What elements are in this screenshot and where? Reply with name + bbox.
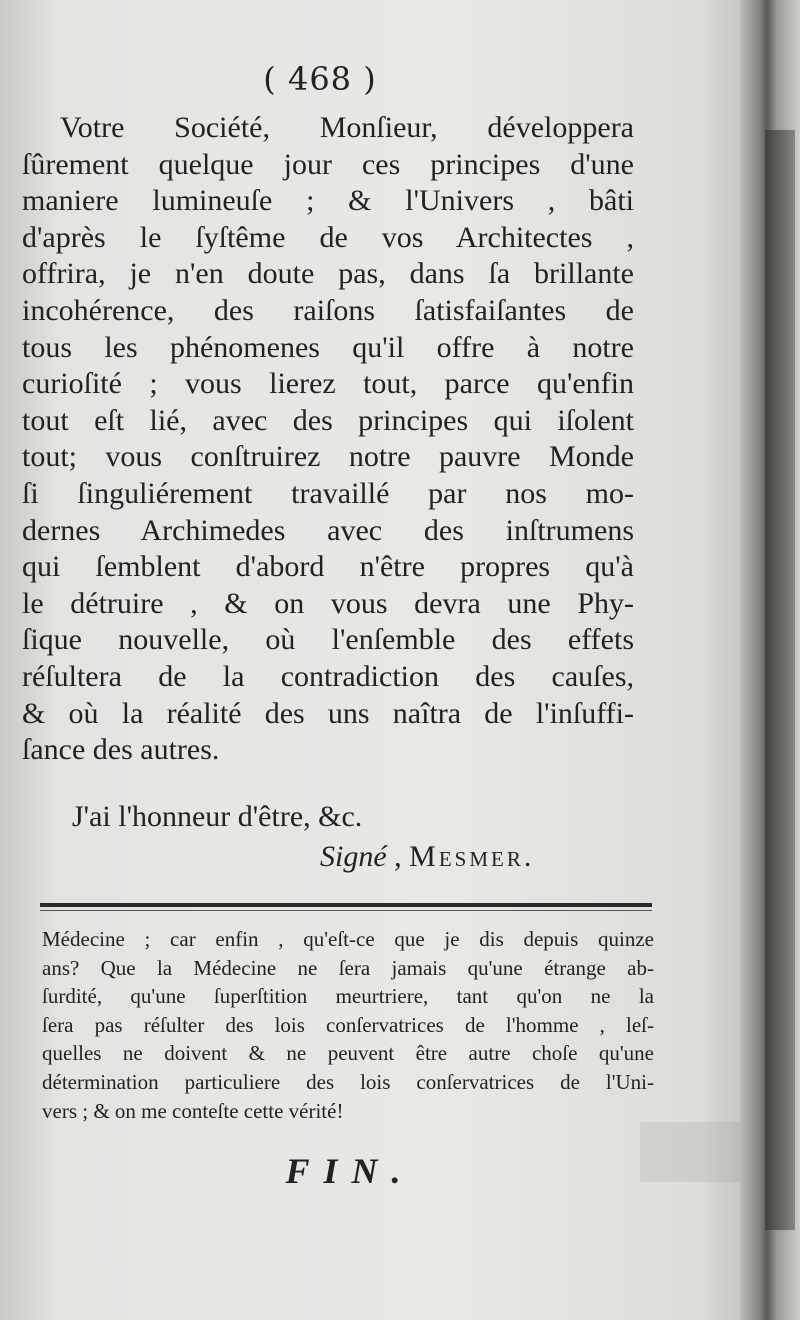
footnote-line: quelles ne doivent & ne peuvent être autre choſe qu'une <box>42 1041 654 1066</box>
footnote-line: ſera pas réſulter des lois conſervatrices de l'homme , leſ- <box>42 1012 654 1037</box>
signature-name: Mesmer. <box>409 840 535 873</box>
text-line: Votre Société, Monſieur, développera <box>60 111 634 144</box>
text-line: tous les phénomenes qu'il offre à notre <box>22 330 634 364</box>
footnote <box>42 925 654 1125</box>
text-line: dernes Archimedes avec des inſtrumens <box>22 513 634 547</box>
text-line: ſance des autres. <box>22 733 220 767</box>
text-line: ſûrement quelque jour ces principes d'une <box>22 147 634 181</box>
text-line: offrira, je n'en doute pas, dans ſa brillante <box>22 257 634 291</box>
book-binding-edge <box>765 130 795 1230</box>
text-line: ſique nouvelle, où l'enſemble des effets <box>22 623 634 657</box>
text-line: & où la réalité des uns naîtra de l'inſuffi- <box>22 696 634 730</box>
end-mark: FIN. <box>285 1151 415 1191</box>
footnote-line: vers ; & on me conteſte cette vérité! <box>42 1098 344 1123</box>
closing-formula: J'ai l'honneur d'être, &c. <box>72 800 363 833</box>
text-line: tout; vous conſtruirez notre pauvre Monde <box>22 440 634 474</box>
footnote-line: détermination particuliere des lois conſervatrices de l'Uni- <box>42 1069 654 1094</box>
signature-label: Signé <box>320 840 387 873</box>
text-line: ſi ſinguliérement travaillé par nos mo- <box>22 476 634 510</box>
footnote-line: Médecine ; car enfin , qu'eſt-ce que je dis depuis quinze <box>42 927 654 951</box>
text-line: le détruire , & on vous devra une Phy- <box>22 586 634 620</box>
text-line: d'après le ſyſtême de vos Architectes , <box>22 220 634 254</box>
text-line: incohérence, des raiſons ſatisfaiſantes de <box>22 293 634 327</box>
footnote-divider-thin <box>40 910 652 911</box>
text-line: maniere lumineuſe ; & l'Univers , bâti <box>22 184 634 218</box>
main-text <box>22 110 634 769</box>
text-line: tout eſt lié, avec des principes qui iſolent <box>22 403 634 437</box>
signature-separator: , <box>386 840 410 873</box>
text-line: réſultera de la contradiction des cauſes, <box>22 659 634 693</box>
footnote-divider <box>40 903 652 907</box>
footnote-line: ans? Que la Médecine ne ſera jamais qu'une étrange ab- <box>42 955 654 980</box>
text-line: curioſité ; vous lierez tout, parce qu'enfin <box>22 367 634 401</box>
footnote-line: ſurdité, qu'une ſuperſtition meurtriere, tant qu'on ne la <box>42 984 654 1009</box>
signature <box>320 840 534 874</box>
text-line: qui ſemblent d'abord n'être propres qu'à <box>22 550 634 584</box>
page-number: ( 468 ) <box>263 60 377 98</box>
